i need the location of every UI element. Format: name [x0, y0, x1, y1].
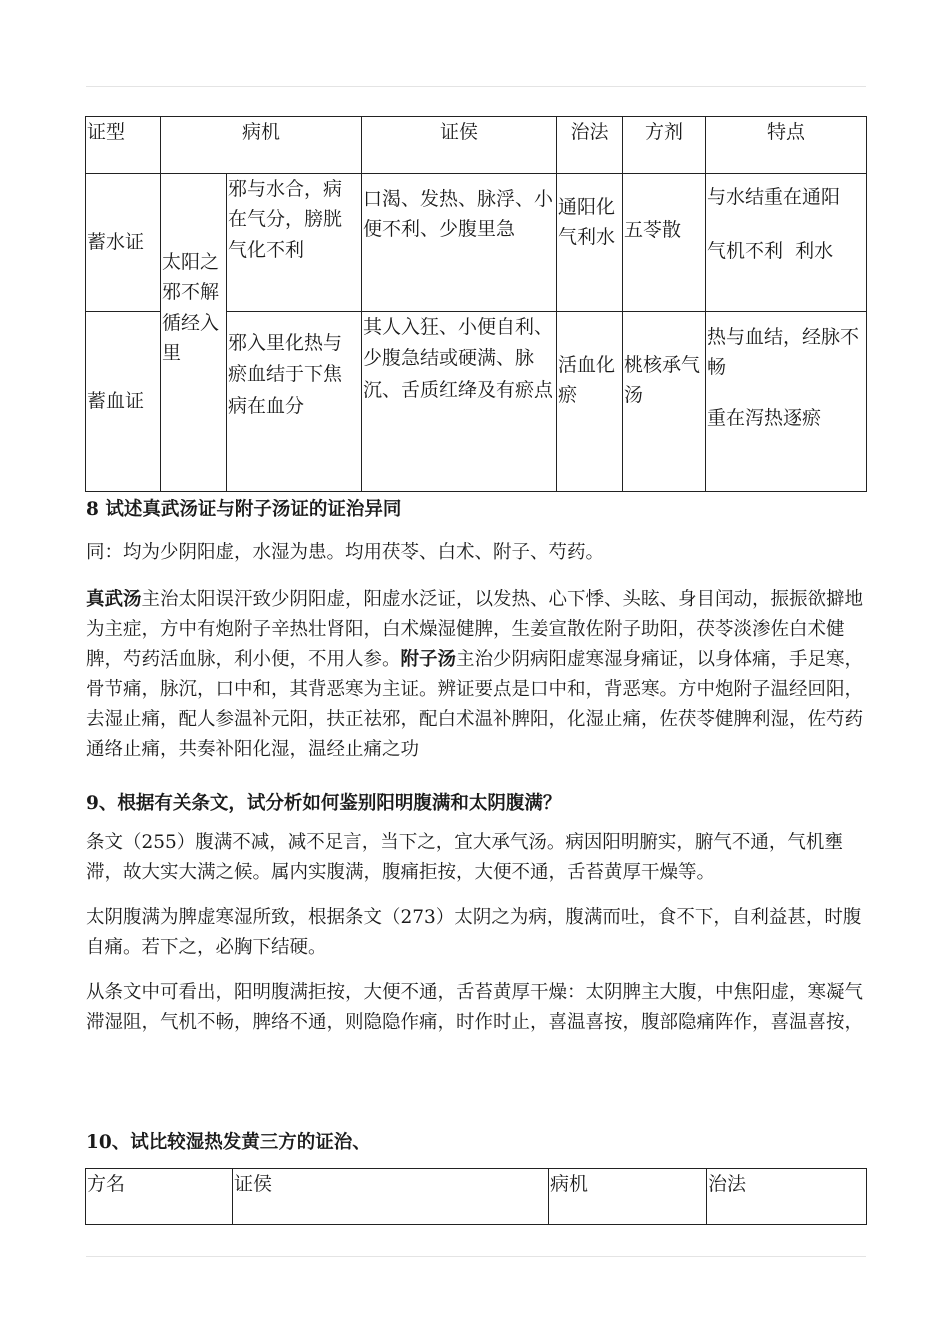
header-cell: 治法	[707, 1169, 867, 1225]
question-9-title: 9、根据有关条文，试分析如何鉴别阳明腹满和太阴腹满？	[86, 793, 562, 814]
fuzi-term: 附子汤	[400, 649, 457, 670]
syndrome-type-cell: 蓄水证	[86, 174, 161, 312]
table-row	[86, 174, 867, 312]
mechanism-cell: 邪入里化热与瘀血结于下焦病在血分	[227, 312, 362, 492]
question-8-title: 8 试述真武汤证与附子汤证的证治异同	[86, 499, 402, 520]
table-header-row	[86, 117, 867, 174]
question-9-paragraph: 从条文中可看出，阳明腹满拒按，大便不通，舌苔黄厚干燥：太阴脾主大腹，中焦阳虚，寒凝气滞湿阻，气机不畅，脾络不通，则隐隐作痛，时作时止，喜温喜按，腹部隐痛阵作，喜温喜按，	[86, 982, 864, 1033]
header-cell: 证侯	[362, 117, 557, 174]
zhenwu-text: 主治太阳误汗致少阴阳虚，阳虚水泛证，以发热、心下悸、头眩、身目闰动，振振欲擗地为主症，方中有炮附子辛热壮肾阳，白术燥湿健脾，生姜宣散佐附子助阳，茯苓淡渗佐白术健脾，芍药活血脉，利小便，不用人参。	[86, 589, 864, 670]
symptoms-cell: 其人入狂、小便自利、少腹急结或硬满、脉沉、舌质红绛及有瘀点	[362, 312, 557, 492]
header-cell: 方名	[86, 1169, 233, 1225]
header-cell: 证侯	[233, 1169, 549, 1225]
feature-text: 气机不利 利水	[707, 240, 834, 263]
header-cell: 治法	[557, 117, 623, 174]
treatment-cell: 通阳化气利水	[557, 174, 623, 312]
feature-text: 热与血结，经脉不畅	[707, 326, 860, 379]
header-cell: 证型	[86, 117, 161, 174]
shared-mechanism-cell: 太阳之邪不解循经入里	[161, 174, 227, 492]
feature-text: 重在泻热逐瘀	[707, 406, 822, 429]
question-8-body	[86, 585, 876, 765]
syndrome-type-cell: 蓄血证	[86, 312, 161, 492]
syndrome-comparison-table	[85, 116, 867, 492]
feature-text: 与水结重在通阳	[707, 186, 841, 208]
zhenwu-term: 真武汤	[86, 589, 142, 610]
header-cell: 病机	[161, 117, 362, 174]
bottom-divider	[86, 1256, 866, 1257]
fuzi-text: 主治少阴病阳虚寒湿身痛证，以身体痛，手足寒，骨节痛，脉沉，口中和，其背恶寒为主证。辨证要点是口中和，背恶寒。方中炮附子温经回阳，去湿止痛，配人参温补元阳，扶正祛邪，配白术温补脾阳，化湿止痛，佐茯苓健脾利湿，佐芍药通络止痛，共奏补阳化湿，温经止痛之功	[86, 649, 864, 760]
top-divider	[86, 86, 866, 87]
treatment-cell: 活血化瘀	[557, 312, 623, 492]
symptoms-cell: 口渴、发热、脉浮、小便不利、少腹里急	[362, 174, 557, 312]
mechanism-cell: 邪与水合，病在气分，膀胱气化不利	[227, 174, 362, 312]
question-8-same: 同：均为少阴阳虚，水湿为患。均用茯苓、白术、附子、芍药。	[86, 542, 605, 563]
formula-cell: 桃核承气汤	[623, 312, 706, 492]
question-9-paragraph: 太阴腹满为脾虚寒湿所致，根据条文（273）太阴之为病，腹满而吐，食不下，自利益甚，时腹自痛。若下之，必胸下结硬。	[86, 907, 862, 958]
question-10-title: 10、试比较湿热发黄三方的证治、	[86, 1132, 371, 1153]
jaundice-comparison-table	[85, 1168, 867, 1225]
formula-cell: 五苓散	[623, 174, 706, 312]
header-cell: 方剂	[623, 117, 706, 174]
question-9-paragraph: 条文（255）腹满不减，减不足言，当下之，宜大承气汤。病因阳明腑实，腑气不通，气机壅滞，故大实大满之候。属内实腹满，腹痛拒按，大便不通，舌苔黄厚干燥等。	[86, 832, 843, 883]
table-header-row	[86, 1169, 867, 1225]
header-cell: 病机	[549, 1169, 707, 1225]
header-cell: 特点	[706, 117, 867, 174]
